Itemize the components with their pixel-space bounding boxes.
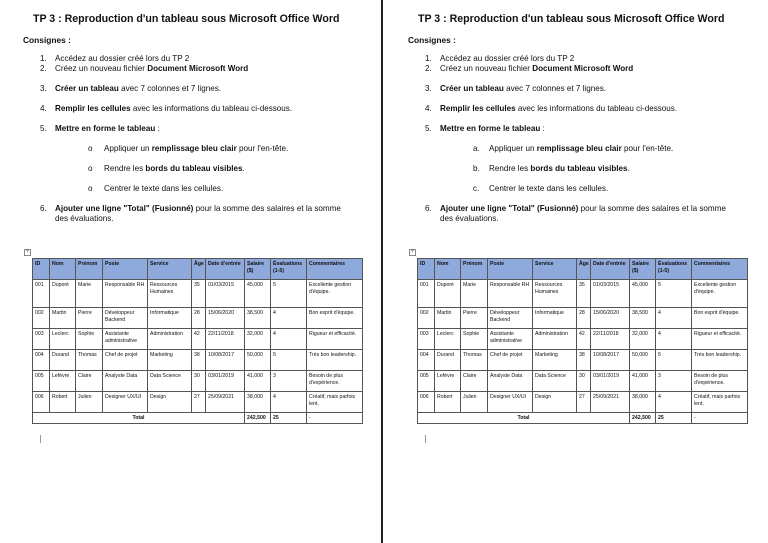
- document-title: TP 3 : Reproduction d'un tableau sous Microsoft Office Word: [33, 13, 340, 25]
- table-row: [33, 308, 363, 329]
- table-cell: Rigueur et efficacité.: [692, 329, 748, 350]
- total-salary-cell: 242,500: [630, 413, 656, 424]
- table-row: [33, 392, 363, 413]
- step-2: 2. Créez un nouveau fichier Document Microsoft Word: [40, 64, 249, 73]
- table-cell: Thomas: [76, 350, 103, 371]
- table-cell: 4: [656, 308, 692, 329]
- header-cell: Prénom: [76, 259, 103, 280]
- header-cell: Poste: [488, 259, 533, 280]
- sub-item-letter: a.: [473, 144, 480, 153]
- table-cell: Martin: [50, 308, 76, 329]
- table-cell: 3: [271, 371, 307, 392]
- table-cell: 001: [418, 280, 435, 308]
- table-cell: 10/08/2017: [591, 350, 630, 371]
- table-cell: Design: [533, 392, 577, 413]
- header-cell: Évaluations (1-5): [271, 259, 307, 280]
- table-cell: 28: [192, 308, 206, 329]
- table-cell: 38,000: [245, 392, 271, 413]
- table-cell: 28: [577, 308, 591, 329]
- table-cell: 006: [33, 392, 50, 413]
- table-cell: 03/01/2019: [206, 371, 245, 392]
- table-cell: Data Science: [533, 371, 577, 392]
- table-header-row: [418, 259, 748, 280]
- consignes-heading: Consignes :: [23, 35, 71, 45]
- table-cell: 25/09/2021: [591, 392, 630, 413]
- table-cell: 15/06/2020: [591, 308, 630, 329]
- table-row: [33, 329, 363, 350]
- table-cell: 004: [33, 350, 50, 371]
- document-title: TP 3 : Reproduction d'un tableau sous Microsoft Office Word: [418, 13, 725, 25]
- table-cell: Sophie: [76, 329, 103, 350]
- table-cell: 4: [656, 392, 692, 413]
- step-1: 1. Accédez au dossier créé lors du TP 2: [40, 54, 190, 63]
- header-cell: Service: [148, 259, 192, 280]
- total-comment-cell: -: [307, 413, 363, 424]
- table-cell: Développeur Backend: [103, 308, 148, 329]
- header-cell: ID: [418, 259, 435, 280]
- table-cell: Excellente gestion d'équipe.: [692, 280, 748, 308]
- document-page-right: [385, 0, 768, 543]
- table-cell: 42: [192, 329, 206, 350]
- table-cell: 42: [577, 329, 591, 350]
- header-cell: Salaire ($): [245, 259, 271, 280]
- table-cell: 4: [271, 392, 307, 413]
- employee-table[interactable]: [417, 258, 748, 424]
- bullet-icon: o: [88, 184, 93, 193]
- table-cell: 27: [192, 392, 206, 413]
- table-cell: 41,000: [245, 371, 271, 392]
- table-cell: Durand: [435, 350, 461, 371]
- table-cell: Très bon leadership.: [307, 350, 363, 371]
- table-cell: Bon esprit d'équipe.: [692, 308, 748, 329]
- table-cell: 5: [656, 350, 692, 371]
- table-cell: Analyste Data: [488, 371, 533, 392]
- step-3: 3. Créer un tableau avec 7 colonnes et 7 lignes.: [40, 84, 222, 93]
- table-cell: 45,000: [245, 280, 271, 308]
- table-cell: Dupont: [435, 280, 461, 308]
- table-cell: Analyste Data: [103, 371, 148, 392]
- table-cell: 005: [418, 371, 435, 392]
- sub-list: [440, 144, 735, 194]
- table-cell: 01/03/2015: [591, 280, 630, 308]
- table-header-row: [33, 259, 363, 280]
- table-cell: Marie: [76, 280, 103, 308]
- step-1: 1. Accédez au dossier créé lors du TP 2: [425, 54, 575, 63]
- table-cell: Leclerc: [435, 329, 461, 350]
- table-cell: 4: [656, 329, 692, 350]
- table-cell: Excellente gestion d'équipe.: [307, 280, 363, 308]
- instruction-list: [425, 54, 768, 224]
- consignes-heading: Consignes :: [408, 35, 456, 45]
- table-cell: Informatique: [148, 308, 192, 329]
- table-cell: 30: [577, 371, 591, 392]
- table-cell: 38: [577, 350, 591, 371]
- table-cell: 5: [656, 280, 692, 308]
- header-cell: Nom: [50, 259, 76, 280]
- table-cell: Design: [148, 392, 192, 413]
- table-row: [33, 371, 363, 392]
- table-cell: 30: [192, 371, 206, 392]
- table-cell: 38,500: [245, 308, 271, 329]
- table-cell: Thomas: [461, 350, 488, 371]
- table-cell: 35: [577, 280, 591, 308]
- total-salary-cell: 242,500: [245, 413, 271, 424]
- table-cell: 002: [33, 308, 50, 329]
- sub-item-fill: a. Appliquer un remplissage bleu clair pour l'en-tête.: [473, 144, 674, 153]
- total-eval-cell: 25: [656, 413, 692, 424]
- text-cursor: [425, 435, 426, 443]
- table-cell: Claire: [76, 371, 103, 392]
- table-row: [33, 280, 363, 308]
- header-cell: Date d'entrée: [591, 259, 630, 280]
- table-cell: Responsable RH: [103, 280, 148, 308]
- table-cell: Robert: [50, 392, 76, 413]
- table-cell: 32,000: [630, 329, 656, 350]
- table-cell: 38,000: [630, 392, 656, 413]
- table-cell: Besoin de plus d'expérience.: [307, 371, 363, 392]
- table-cell: 35: [192, 280, 206, 308]
- table-cell: 45,000: [630, 280, 656, 308]
- table-cell: Pierre: [76, 308, 103, 329]
- table-cell: Marketing: [533, 350, 577, 371]
- sub-item-center: c. Centrer le texte dans les cellules.: [473, 184, 609, 193]
- header-cell: Commentaires: [307, 259, 363, 280]
- total-eval-cell: 25: [271, 413, 307, 424]
- table-cell: 5: [271, 350, 307, 371]
- bullet-icon: o: [88, 144, 93, 153]
- step-4: 4. Remplir les cellules avec les informations du tableau ci-dessous.: [40, 104, 293, 113]
- table-cell: Durand: [50, 350, 76, 371]
- step-3: 3. Créer un tableau avec 7 colonnes et 7 lignes.: [425, 84, 607, 93]
- total-label-cell: Total: [33, 413, 245, 424]
- header-cell: Date d'entrée: [206, 259, 245, 280]
- table-cell: Ressources Humaines: [533, 280, 577, 308]
- table-move-handle-icon[interactable]: [24, 249, 31, 256]
- sub-item-borders: o Rendre les bords du tableau visibles.: [88, 164, 245, 173]
- table-cell: Marie: [461, 280, 488, 308]
- table-cell: 001: [33, 280, 50, 308]
- table-cell: Martin: [435, 308, 461, 329]
- header-cell: Prénom: [461, 259, 488, 280]
- table-cell: Data Science: [148, 371, 192, 392]
- table-cell: 3: [656, 371, 692, 392]
- table-cell: Rigueur et efficacité.: [307, 329, 363, 350]
- table-cell: Julien: [76, 392, 103, 413]
- table-cell: Dupont: [50, 280, 76, 308]
- table-cell: Bon esprit d'équipe.: [307, 308, 363, 329]
- table-row: [418, 371, 748, 392]
- step-4: 4. Remplir les cellules avec les informations du tableau ci-dessous.: [425, 104, 678, 113]
- table-cell: 15/06/2020: [206, 308, 245, 329]
- total-label-cell: Total: [418, 413, 630, 424]
- table-cell: 38,500: [630, 308, 656, 329]
- table-cell: Créatif, mais parfois lent.: [692, 392, 748, 413]
- sub-item-fill: o Appliquer un remplissage bleu clair pour l'en-tête.: [88, 144, 289, 153]
- table-cell: Designer UX/UI: [103, 392, 148, 413]
- header-cell: Nom: [435, 259, 461, 280]
- table-cell: 22/11/2018: [206, 329, 245, 350]
- table-cell: Développeur Backend: [488, 308, 533, 329]
- step-6: 6. Ajouter une ligne "Total" (Fusionné) pour la somme des salaires et la somme des évaluations.: [40, 204, 341, 223]
- employee-table-container: [417, 258, 747, 424]
- table-row: [418, 280, 748, 308]
- sub-item-letter: b.: [473, 164, 480, 173]
- table-cell: Julien: [461, 392, 488, 413]
- table-cell: Assistante administrative: [488, 329, 533, 350]
- header-cell: Service: [533, 259, 577, 280]
- table-cell: Lefèvre: [435, 371, 461, 392]
- step-5: 5. Mettre en forme le tableau : a. Appliquer un remplissage bleu clair pour l'en-tête. b. Rendre les bords du tableau visibles. c. Centrer le texte dans les cellules.: [425, 124, 735, 194]
- header-cell: Âge: [192, 259, 206, 280]
- sub-item-letter: c.: [473, 184, 480, 193]
- total-comment-cell: -: [692, 413, 748, 424]
- table-row: [418, 392, 748, 413]
- header-cell: ID: [33, 259, 50, 280]
- document-page-left: [0, 0, 383, 543]
- text-cursor: [40, 435, 41, 443]
- table-cell: Claire: [461, 371, 488, 392]
- table-cell: 004: [418, 350, 435, 371]
- header-cell: Salaire ($): [630, 259, 656, 280]
- table-cell: 27: [577, 392, 591, 413]
- table-cell: Créatif, mais parfois lent.: [307, 392, 363, 413]
- table-cell: Pierre: [461, 308, 488, 329]
- table-cell: Lefèvre: [50, 371, 76, 392]
- table-cell: 41,000: [630, 371, 656, 392]
- table-cell: Robert: [435, 392, 461, 413]
- table-cell: 32,000: [245, 329, 271, 350]
- table-cell: Designer UX/UI: [488, 392, 533, 413]
- table-row: [418, 350, 748, 371]
- table-cell: Ressources Humaines: [148, 280, 192, 308]
- table-cell: Administration: [148, 329, 192, 350]
- table-cell: 38: [192, 350, 206, 371]
- table-cell: Assistante administrative: [103, 329, 148, 350]
- table-cell: Leclerc: [50, 329, 76, 350]
- header-cell: Commentaires: [692, 259, 748, 280]
- table-row: [418, 329, 748, 350]
- table-cell: Informatique: [533, 308, 577, 329]
- table-cell: 50,000: [245, 350, 271, 371]
- table-cell: Très bon leadership.: [692, 350, 748, 371]
- table-total-row: [418, 413, 748, 424]
- table-cell: Responsable RH: [488, 280, 533, 308]
- table-cell: Sophie: [461, 329, 488, 350]
- table-cell: 005: [33, 371, 50, 392]
- table-cell: 01/03/2015: [206, 280, 245, 308]
- sub-item-borders: b. Rendre les bords du tableau visibles.: [473, 164, 630, 173]
- header-cell: Âge: [577, 259, 591, 280]
- table-cell: 03/01/2019: [591, 371, 630, 392]
- table-cell: Besoin de plus d'expérience.: [692, 371, 748, 392]
- table-cell: 002: [418, 308, 435, 329]
- table-cell: 003: [33, 329, 50, 350]
- sub-item-center: o Centrer le texte dans les cellules.: [88, 184, 224, 193]
- employee-table[interactable]: [32, 258, 363, 424]
- step-6: 6. Ajouter une ligne "Total" (Fusionné) pour la somme des salaires et la somme des évaluations.: [425, 204, 726, 223]
- table-cell: 4: [271, 308, 307, 329]
- step-5: 5. Mettre en forme le tableau : o Appliquer un remplissage bleu clair pour l'en-tête. o Rendre les bords du tableau visibles. o Centrer le texte dans les cellules.: [40, 124, 350, 194]
- table-cell: Chef de projet: [103, 350, 148, 371]
- table-total-row: [33, 413, 363, 424]
- table-row: [33, 350, 363, 371]
- table-cell: 006: [418, 392, 435, 413]
- table-cell: 5: [271, 280, 307, 308]
- table-cell: 22/11/2018: [591, 329, 630, 350]
- header-cell: Poste: [103, 259, 148, 280]
- table-cell: 003: [418, 329, 435, 350]
- employee-table-container: [32, 258, 362, 424]
- instruction-list: [40, 54, 383, 224]
- table-cell: 10/08/2017: [206, 350, 245, 371]
- table-cell: Administration: [533, 329, 577, 350]
- header-cell: Évaluations (1-5): [656, 259, 692, 280]
- table-move-handle-icon[interactable]: [409, 249, 416, 256]
- table-cell: Marketing: [148, 350, 192, 371]
- table-cell: 25/09/2021: [206, 392, 245, 413]
- sub-list: [55, 144, 350, 194]
- table-cell: 4: [271, 329, 307, 350]
- table-cell: 50,000: [630, 350, 656, 371]
- step-2: 2. Créez un nouveau fichier Document Microsoft Word: [425, 64, 634, 73]
- table-cell: Chef de projet: [488, 350, 533, 371]
- table-row: [418, 308, 748, 329]
- bullet-icon: o: [88, 164, 93, 173]
